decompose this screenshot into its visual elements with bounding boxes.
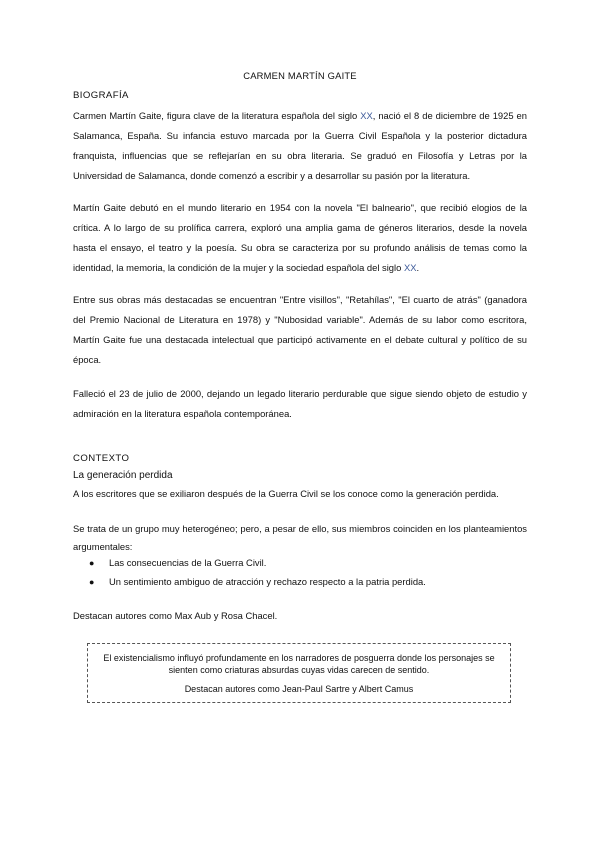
biografia-p1-text-a: Carmen Martín Gaite, figura clave de la literatura española del siglo [73, 110, 361, 121]
contexto-subheading: La generación perdida [73, 470, 173, 481]
list-item-text: Las consecuencias de la Guerra Civil. [109, 557, 267, 568]
biografia-paragraph-2 [73, 198, 527, 278]
biografia-p2-text-b: . [416, 262, 420, 273]
contexto-paragraph-1: A los escritores que se exiliaron después de la Guerra Civil se los conoce como la generación perdida. [73, 488, 499, 499]
biografia-paragraph-3: Entre sus obras más destacadas se encuentran "Entre visillos", "Retahílas", "El cuarto de atrás" (ganadora del Premio Nacional de Literatura en 1978) y "Nubosidad variable". Además de su labor como escritora, Martín Gaite fue una destacada intelectual que participó activamente en el debate cultural y político de su época. [73, 294, 527, 365]
note-box-text: El existencialismo influyó profundamente en los narradores de posguerra donde los personajes se sienten como criaturas absurdas cuyas vidas carecen de sentido. [103, 653, 495, 675]
note-box-authors: Destacan autores como Jean-Paul Sartre y Albert Camus [184, 684, 414, 694]
biografia-paragraph-1 [73, 106, 527, 186]
contexto-paragraph-3: Destacan autores como Max Aub y Rosa Chacel. [73, 610, 278, 621]
list-item [73, 573, 527, 591]
list-item-text: Un sentimiento ambiguo de atracción y rechazo respecto a la patria perdida. [109, 576, 426, 587]
document-title: CARMEN MARTÍN GAITE [243, 70, 357, 81]
bullet-icon: ● [89, 558, 95, 568]
argument-list [73, 554, 527, 592]
contexto-paragraph-2: Se trata de un grupo muy heterogéneo; pero, a pesar de ello, sus miembros coinciden en los planteamientos argumentales: [73, 523, 527, 552]
biografia-p2-text-a: Martín Gaite debutó en el mundo literario en 1954 con la novela "El balneario", que recibió elogios de la crítica. A lo largo de su prolífica carrera, exploró una amplia gama de géneros literarios, desde la novela hasta el ensayo, el teatro y la poesía. Su obra se caracteriza por su profundo análisis de temas como la identidad, la memoria, la condición de la mujer y la sociedad española del siglo [73, 202, 527, 273]
bullet-icon: ● [89, 577, 95, 587]
biografia-paragraph-4: Falleció el 23 de julio de 2000, dejando un legado literario perdurable que sigue siendo objeto de estudio y admiración en la literatura española contemporánea. [73, 388, 527, 419]
century-roman-numeral: XX [360, 110, 373, 121]
century-roman-numeral: XX [403, 262, 417, 273]
contexto-heading: CONTEXTO [73, 453, 130, 464]
biografia-p1-text-b: , nació el 8 de diciembre de 1925 en Salamanca, España. Su infancia estuvo marcada por la Guerra Civil Española y la posterior dictadura franquista, influencias que se reflejarían en su obra literaria. Se graduó en Filosofía y Letras por la Universidad de Salamanca, donde comenzó a escribir y a desarrollar su pasión por la literatura. [73, 110, 527, 181]
biografia-heading: BIOGRAFÍA [73, 90, 129, 101]
list-item [73, 554, 527, 572]
existentialism-note-box [87, 643, 511, 703]
